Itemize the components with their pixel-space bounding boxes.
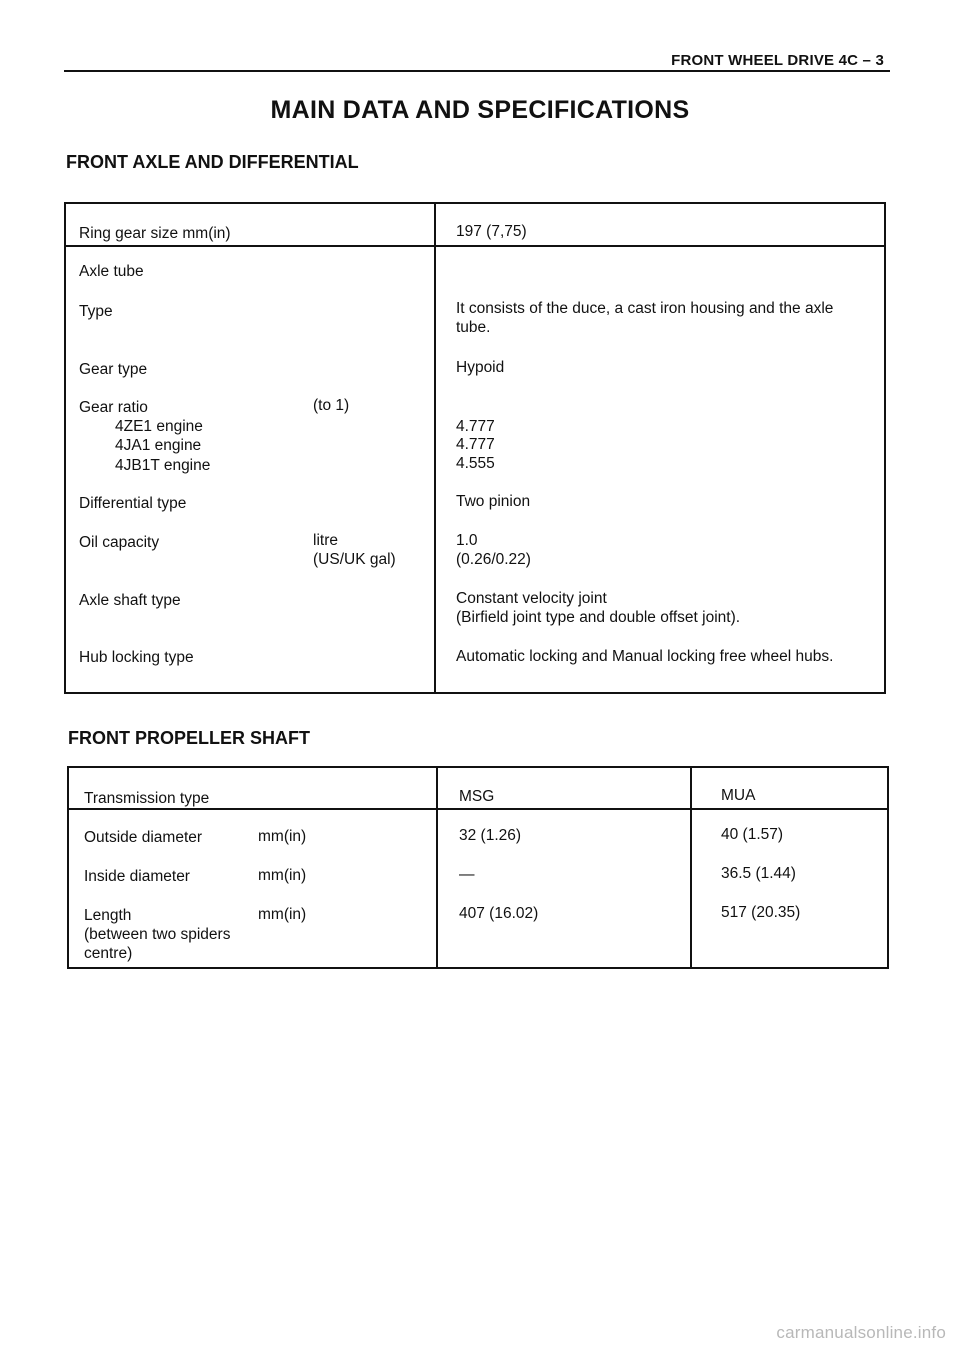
shaft-msg-value: —: [459, 866, 475, 883]
shaft-table-divider-1: [436, 766, 438, 969]
shaft-table-row-rule: [67, 808, 889, 810]
gear-type-value: Hypoid: [456, 359, 505, 376]
oil-capacity-value-metric: 1.0: [456, 532, 478, 549]
engine-name: 4ZE1 engine: [115, 418, 203, 435]
axle-section-heading: FRONT AXLE AND DIFFERENTIAL: [66, 152, 359, 172]
axle-shaft-type-detail: (Birfield joint type and double offset joint).: [456, 609, 741, 626]
axle-tube-label: Axle tube: [79, 263, 144, 280]
hub-locking-type-value: Automatic locking and Manual locking free wheel hubs.: [456, 648, 834, 665]
header-rule: [64, 70, 890, 72]
type-value: It consists of the duce, a cast iron housing and the axle tube.: [456, 300, 834, 336]
engine-ratio: 4.777: [456, 436, 495, 453]
oil-capacity-unit-metric: litre: [313, 532, 338, 549]
shaft-section-heading: FRONT PROPELLER SHAFT: [68, 728, 310, 748]
hub-locking-type-label: Hub locking type: [79, 649, 194, 666]
shaft-row-label: Inside diameter: [84, 868, 190, 885]
axle-shaft-type-value: Constant velocity joint: [456, 590, 607, 607]
shaft-row-unit: mm(in): [258, 867, 307, 884]
gear-ratio-label: Gear ratio: [79, 399, 148, 416]
running-header-title: FRONT WHEEL DRIVE 4C – 3: [671, 52, 884, 69]
ring-gear-value: 197 (7,75): [456, 223, 527, 240]
type-label: Type: [79, 303, 113, 320]
differential-type-value: Two pinion: [456, 493, 531, 510]
ring-gear-label: Ring gear size mm(in): [79, 225, 231, 242]
shaft-mua-value: 40 (1.57): [721, 826, 784, 843]
engine-ratio: 4.555: [456, 455, 495, 472]
page-title: MAIN DATA AND SPECIFICATIONS: [270, 96, 690, 124]
shaft-row-unit: mm(in): [258, 906, 307, 923]
shaft-row-label-sub: centre): [84, 945, 133, 962]
oil-capacity-value-imperial: (0.26/0.22): [456, 551, 531, 568]
engine-name: 4JB1T engine: [115, 457, 211, 474]
axle-table-row-rule: [64, 245, 886, 247]
transmission-type-label: Transmission type: [84, 790, 210, 807]
gear-ratio-unit: (to 1): [313, 397, 350, 414]
shaft-mua-value: 36.5 (1.44): [721, 865, 796, 882]
watermark-text: carmanualsonline.info: [776, 1323, 946, 1342]
shaft-row-label: Length: [84, 907, 132, 924]
shaft-msg-value: 32 (1.26): [459, 827, 522, 844]
axle-shaft-type-label: Axle shaft type: [79, 592, 181, 609]
gear-type-label: Gear type: [79, 361, 148, 378]
shaft-row-label: Outside diameter: [84, 829, 203, 846]
msg-column-header: MSG: [459, 788, 495, 805]
axle-table-divider: [434, 202, 436, 694]
mua-column-header: MUA: [721, 787, 756, 804]
engine-ratio: 4.777: [456, 418, 495, 435]
engine-name: 4JA1 engine: [115, 437, 202, 454]
shaft-mua-value: 517 (20.35): [721, 904, 801, 921]
shaft-row-unit: mm(in): [258, 828, 307, 845]
oil-capacity-label: Oil capacity: [79, 534, 160, 551]
oil-capacity-unit-imperial: (US/UK gal): [313, 551, 396, 568]
shaft-msg-value: 407 (16.02): [459, 905, 539, 922]
differential-type-label: Differential type: [79, 495, 187, 512]
shaft-table-divider-2: [690, 766, 692, 969]
shaft-row-label-sub: (between two spiders: [84, 926, 231, 943]
